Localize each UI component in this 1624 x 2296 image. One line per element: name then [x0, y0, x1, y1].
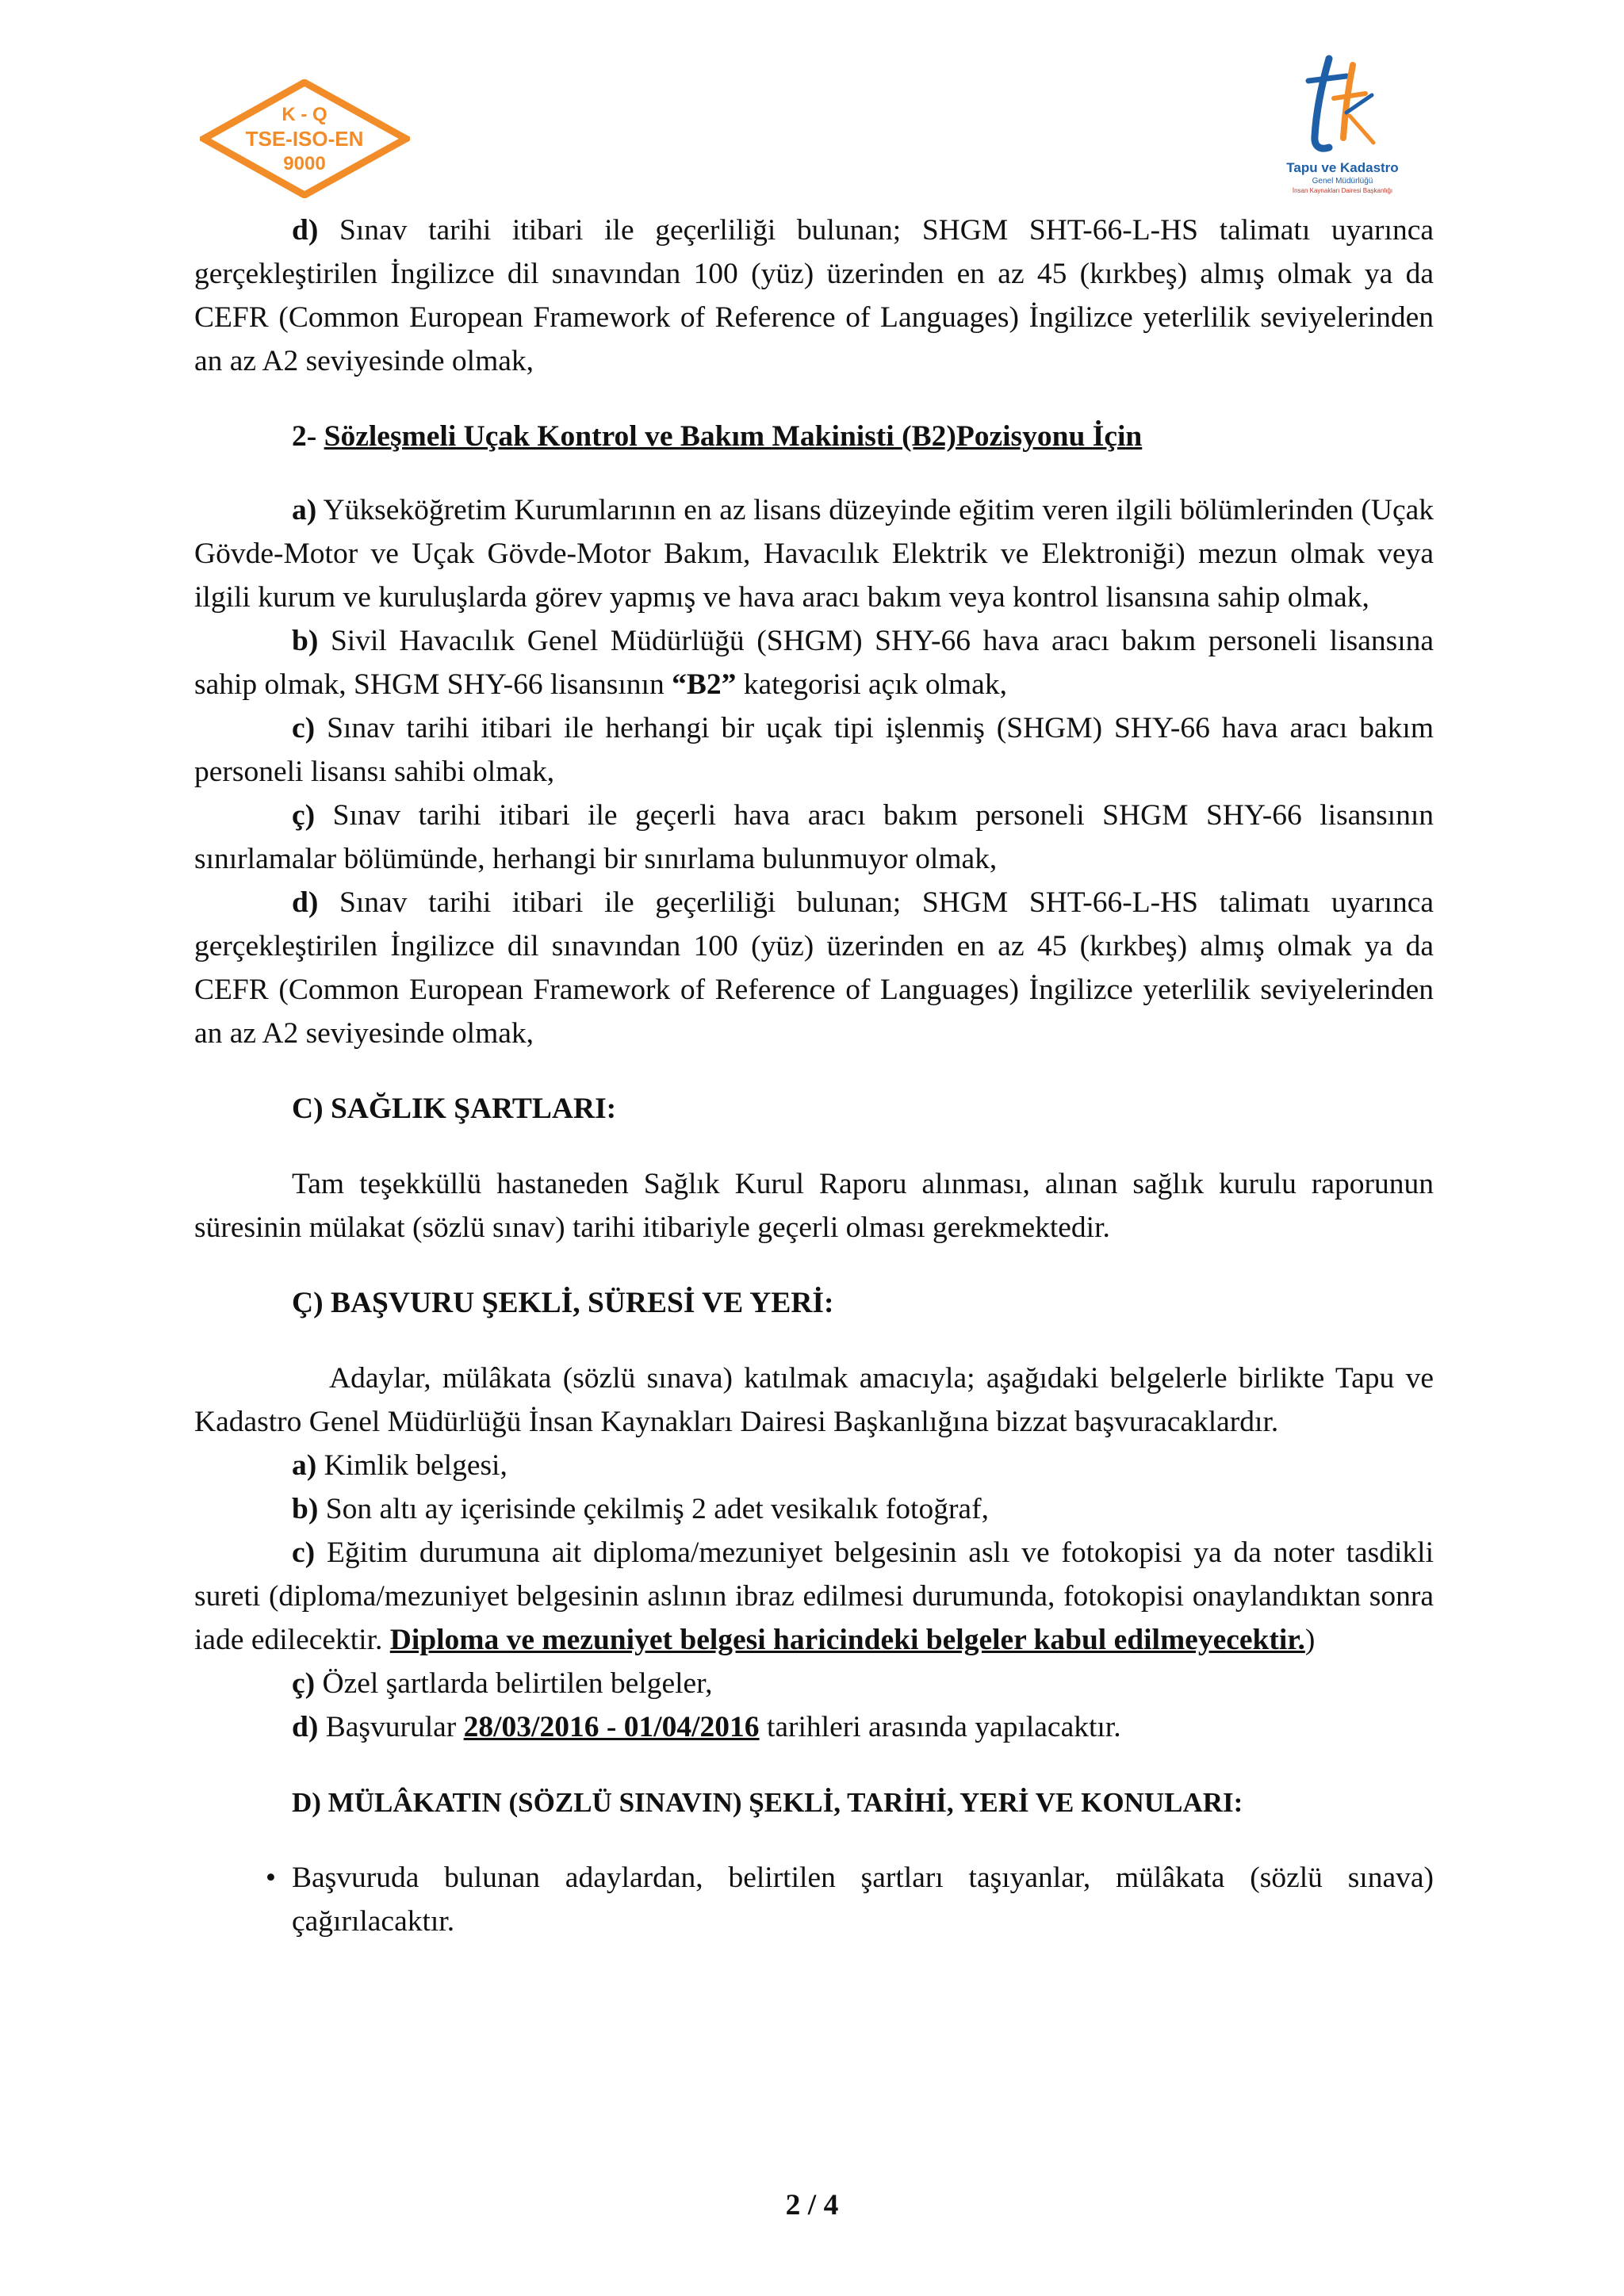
item-label: b)	[292, 1493, 319, 1525]
item-text: Özel şartlarda belirtilen belgeler,	[322, 1667, 713, 1700]
item-text: Başvurular	[325, 1711, 457, 1743]
application-intro: Adaylar, mülâkata (sözlü sınava) katılmak amacıyla; aşağıdaki belgelerle birlikte Tapu ve Kadastro Genel Müdürlüğü İnsan Kaynakları Dairesi Başkanlığına bizzat başvuracaklardır.	[194, 1362, 1434, 1438]
item-label: c)	[292, 712, 316, 744]
item-text: Kimlik belgesi,	[324, 1449, 508, 1482]
interview-bullet-item	[194, 1856, 1434, 1943]
item-text: Sınav tarihi itibari ile geçerli hava aracı bakım personeli SHGM SHY-66 lisansının sınırlamalar bölümünde, herhangi bir sınırlama bulunmuyor olmak,	[194, 799, 1434, 875]
item-text: Sınav tarihi itibari ile geçerliliği bulunan; SHGM SHT-66-L-HS talimatı uyarınca gerçekleştirilen İngilizce dil sınavından 100 (yüz) üzerinden en az 45 (kırkbeş) almış olmak ya da CEFR (Common European Framework of Reference of Languages) İngilizce yeterlilik seviyelerinden an az A2 seviyesinde olmak,	[194, 886, 1434, 1050]
item-text: Eğitim durumuna ait diploma/mezuniyet belgesinin aslı ve fotokopisi ya da noter tasdikli sureti (diploma/mezuniyet belgesinin aslının ibraz edilmesi durumunda, fotokopisi onaylandıktan sonra iade edilecektir.	[194, 1536, 1434, 1656]
logo-dept: İnsan Kaynakları Dairesi Başkanlığı	[1292, 187, 1393, 194]
logo-line-1: K - Q	[282, 104, 327, 125]
document-body	[194, 209, 1434, 1943]
s2-heading	[194, 415, 1434, 458]
item-label: d)	[292, 886, 319, 919]
s2-item-d	[194, 881, 1434, 1055]
s2-item-a	[194, 488, 1434, 619]
bullet-icon: •	[265, 1862, 276, 1894]
s2-item-c	[194, 706, 1434, 794]
item-label: c)	[292, 1536, 316, 1569]
s2-item-cc	[194, 794, 1434, 881]
app-item-a	[194, 1444, 1434, 1487]
item-label: d)	[292, 214, 319, 247]
item-bold-underline: Diploma ve mezuniyet belgesi haricindeki belgeler kabul edilmeyecektir.	[389, 1624, 1305, 1656]
app-item-d	[194, 1705, 1434, 1749]
tse-iso-logo	[200, 79, 410, 198]
tkgm-logo	[1267, 49, 1418, 196]
app-item-b	[194, 1487, 1434, 1531]
item-label: b)	[292, 625, 319, 657]
item-text: Son altı ay içerisinde çekilmiş 2 adet vesikalık fotoğraf,	[325, 1493, 989, 1525]
s2-title: Sözleşmeli Uçak Kontrol ve Bakım Makinisti (B2)Pozisyonu İçin	[324, 420, 1143, 453]
item-label: d)	[292, 1711, 319, 1743]
item-text-2: kategorisi açık olmak,	[743, 668, 1007, 701]
item-text: Sınav tarihi itibari ile herhangi bir uçak tipi işlenmiş (SHGM) SHY-66 hava aracı bakım personeli lisansı sahibi olmak,	[194, 712, 1434, 788]
application-dates: 28/03/2016 - 01/04/2016	[463, 1711, 760, 1743]
health-heading: C) SAĞLIK ŞARTLARI:	[292, 1093, 617, 1125]
application-heading: Ç) BAŞVURU ŞEKLİ, SÜRESİ VE YERİ:	[292, 1287, 834, 1319]
logo-line-3: 9000	[283, 153, 326, 174]
app-item-c	[194, 1531, 1434, 1662]
app-item-cc	[194, 1662, 1434, 1705]
item-text: Sivil Havacılık Genel Müdürlüğü (SHGM) SHY-66 hava aracı bakım personeli lisansına sahip olmak, SHGM SHY-66 lisansının	[194, 625, 1434, 701]
item-close: )	[1304, 1624, 1316, 1656]
item-label: ç)	[292, 799, 316, 832]
item-label: ç)	[292, 1667, 316, 1700]
logo-line-2: TSE-ISO-EN	[245, 127, 364, 151]
item-label: a)	[292, 1449, 317, 1482]
tkgm-emblem-icon	[1267, 49, 1418, 156]
item-label: a)	[292, 494, 317, 526]
item-text: Sınav tarihi itibari ile geçerliliği bulunan; SHGM SHT-66-L-HS talimatı uyarınca gerçekleştirilen İngilizce dil sınavından 100 (yüz) üzerinden en az 45 (kırkbeş) almış olmak ya da CEFR (Common European Framework of Reference of Languages) İngilizce yeterlilik seviyelerinden an az A2 seviyesinde olmak,	[194, 214, 1434, 377]
item-bold: “B2”	[672, 668, 737, 701]
page-number: 2 / 4	[785, 2189, 839, 2221]
interview-heading: D) MÜLÂKATIN (SÖZLÜ SINAVIN) ŞEKLİ, TARİHİ, YERİ VE KONULARI:	[292, 1787, 1243, 1818]
s2-item-b	[194, 619, 1434, 706]
logo-org-sub: Genel Müdürlüğü	[1312, 177, 1373, 186]
s1-item-d	[194, 209, 1434, 383]
bullet-text: Başvuruda bulunan adaylardan, belirtilen şartları taşıyanlar, mülâkata (sözlü sınava) çağırılacaktır.	[292, 1862, 1434, 1938]
item-text-2: tarihleri arasında yapılacaktır.	[766, 1711, 1121, 1743]
item-text: Yükseköğretim Kurumlarının en az lisans düzeyinde eğitim veren ilgili bölümlerinden (Uçak Gövde-Motor ve Uçak Gövde-Motor Bakım, Havacılık Elektrik ve Elektroniği) mezun olmak veya ilgili kurum ve kuruluşlarda görev yapmış ve hava aracı bakım veya kontrol lisansına sahip olmak,	[194, 494, 1434, 614]
s2-number: 2-	[292, 420, 317, 453]
logo-org-name: Tapu ve Kadastro	[1286, 160, 1399, 175]
health-text: Tam teşekküllü hastaneden Sağlık Kurul Raporu alınması, alınan sağlık kurulu raporunun süresinin mülakat (sözlü sınav) tarihi itibariyle geçerli olması gerekmektedir.	[194, 1168, 1434, 1244]
